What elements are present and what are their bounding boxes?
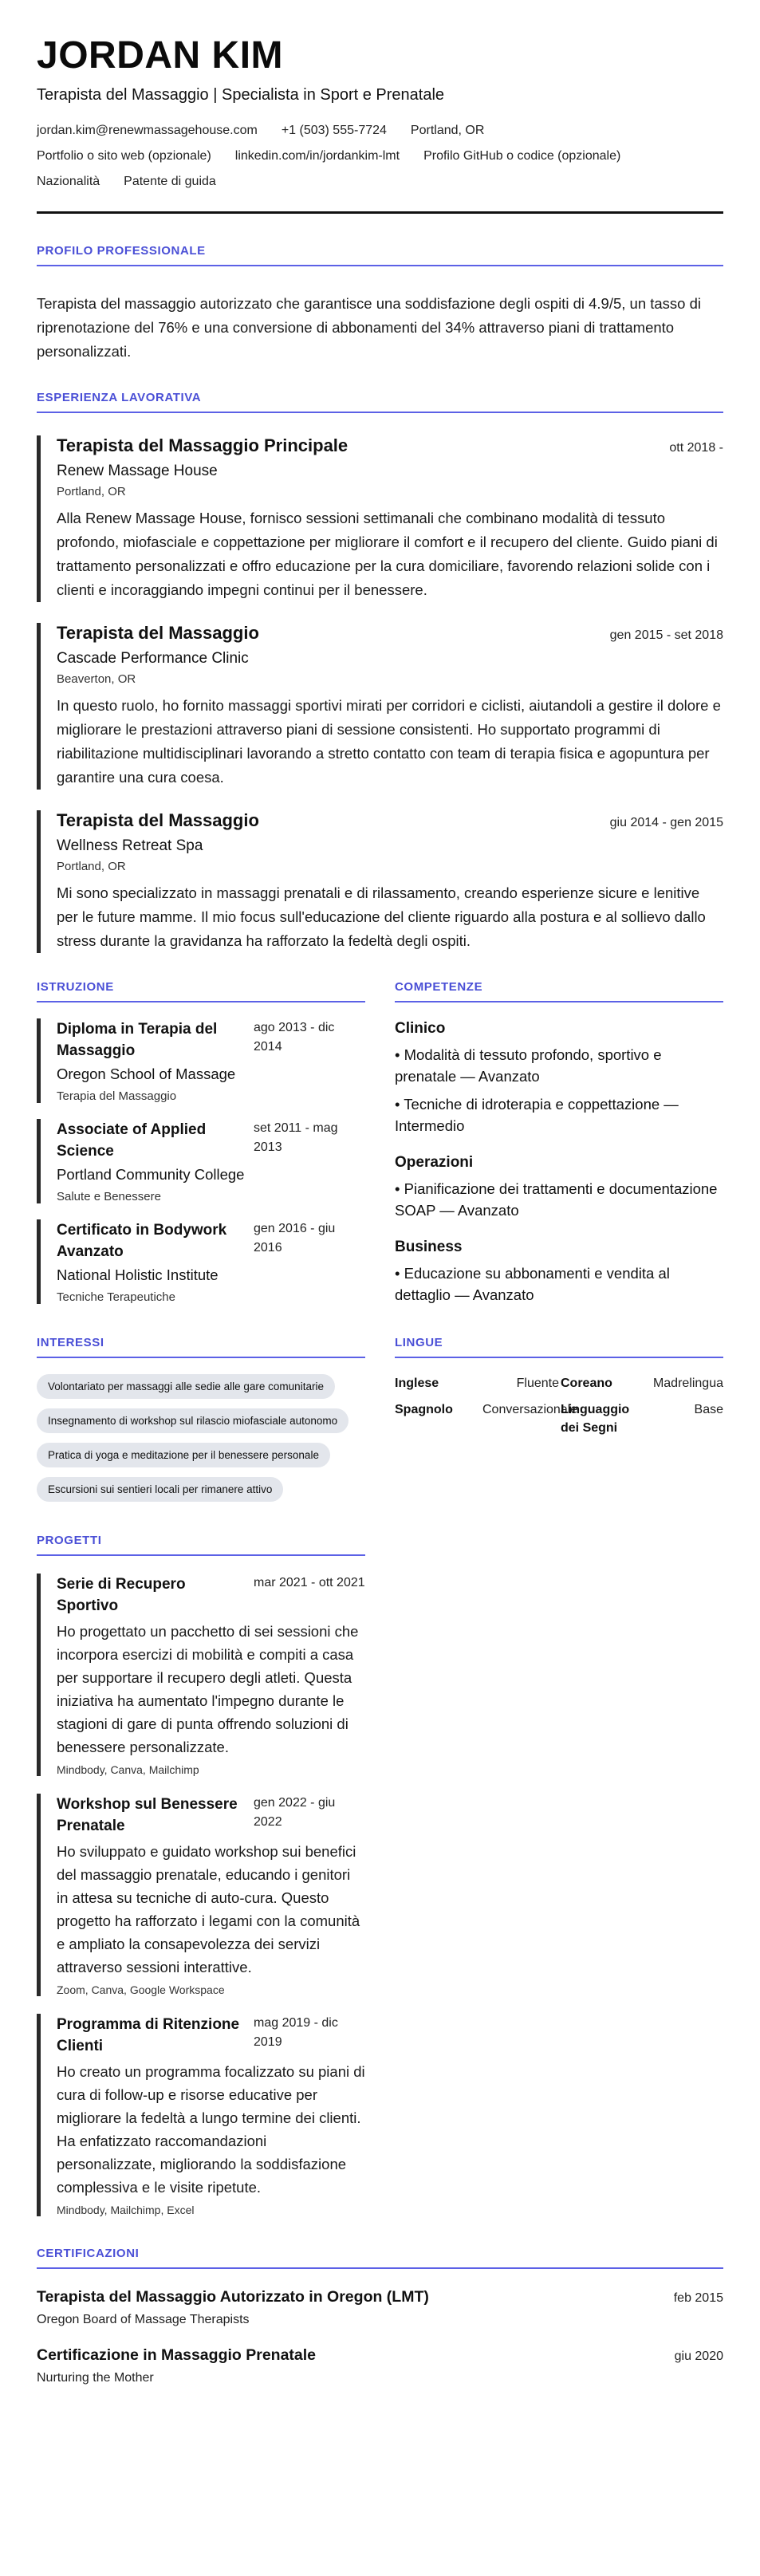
- interest-chip: Pratica di yoga e meditazione per il benessere personale: [37, 1443, 330, 1467]
- job-location: Portland, OR: [57, 485, 126, 498]
- website-link[interactable]: Portfolio o sito web (opzionale): [37, 149, 211, 163]
- language-level: Fluente: [516, 1377, 559, 1390]
- school-name: Portland Community College: [57, 1166, 245, 1183]
- project-tools: Mindbody, Canva, Mailchimp: [57, 1763, 199, 1776]
- project-date: gen 2022 - giu 2022: [254, 1796, 336, 1829]
- degree-title: Diploma in Terapia del Massaggio: [57, 1021, 218, 1059]
- education-section: [37, 980, 365, 1306]
- resume-header: [37, 35, 723, 214]
- job-location: Portland, OR: [57, 860, 126, 873]
- job-title: Terapista del Massaggio: [57, 810, 259, 830]
- study-field: Tecniche Terapeutiche: [57, 1290, 175, 1304]
- project-description: Ho sviluppato e guidato workshop sui benefici del massaggio prenatale, educando i genitori in attesa su tecniche di auto-cura. Questo progetto ha rafforzato i legami con la comunità e ampliato la consapevolezza dei servizi attraverso sessioni interattive.: [57, 1843, 360, 1975]
- certification-item: [37, 2288, 723, 2327]
- job-date: giu 2014 - gen 2015: [609, 816, 723, 829]
- project-title: Workshop sul Benessere Prenatale: [57, 1796, 238, 1834]
- personal-row: [37, 173, 723, 191]
- job-company: Cascade Performance Clinic: [57, 650, 249, 667]
- degree-date: gen 2016 - giu 2016: [254, 1222, 336, 1255]
- interest-chip: Escursioni sui sentieri locali per rimanere attivo: [37, 1477, 283, 1502]
- job-location: Beaverton, OR: [57, 672, 136, 686]
- job-date: gen 2015 - set 2018: [609, 628, 723, 642]
- skill-item: • Pianificazione dei trattamenti e documentazione SOAP — Avanzato: [395, 1180, 718, 1219]
- interests-languages-row: [37, 1336, 723, 1502]
- profile-summary: Terapista del massaggio autorizzato che garantisce una soddisfazione degli ospiti di 4.9/5, un tasso di riprenotazione del 76% e una conversione di abbonamenti del 34% attraverso piani di trattamento personalizzati.: [37, 295, 702, 360]
- phone-link[interactable]: +1 (503) 555-7724: [281, 124, 387, 137]
- certifications-section: [37, 2247, 723, 2385]
- language-name: Spagnolo: [395, 1403, 453, 1416]
- skill-item: • Modalità di tessuto profondo, sportivo e prenatale — Avanzato: [395, 1046, 662, 1085]
- skill-category: Business: [395, 1239, 463, 1255]
- projects-section: [37, 1534, 365, 2216]
- certification-issuer: Oregon Board of Massage Therapists: [37, 2313, 250, 2326]
- job-title: Terapista del Massaggio Principale: [57, 435, 348, 455]
- education-item: [37, 1018, 365, 1103]
- github-link[interactable]: Profilo GitHub o codice (opzionale): [423, 149, 621, 163]
- language-name: Linguaggio dei Segni: [561, 1403, 630, 1435]
- project-tools: Mindbody, Mailchimp, Excel: [57, 2204, 195, 2216]
- section-title-projects: PROGETTI: [37, 1534, 365, 1556]
- job-description: Alla Renew Massage House, fornisco sessioni settimanali che combinano modalità di tessuto profondo, miofasciale e coppettazione per migliorare il comfort e il recupero del cliente. Guido piani di trattamento personalizzati e offro educazione per la cura domiciliare, favorendo relazioni solide con i clienti e incoraggiando impegni continui per il benessere.: [57, 510, 718, 598]
- interest-chip: Insegnamento di workshop sul rilascio miofasciale autonomo: [37, 1408, 348, 1433]
- languages-section: [395, 1336, 723, 1502]
- section-title-education: ISTRUZIONE: [37, 980, 365, 1002]
- education-item: [37, 1119, 365, 1203]
- job-description: Mi sono specializzato in massaggi prenatali e di rilassamento, creando esperienze sicure e lenitive per le future mamme. Il mio focus sull'educazione del cliente riguardo alla postura e al sollievo dallo stress durante la gravidanza ha rafforzato la fedeltà degli ospiti.: [57, 884, 706, 949]
- project-tools: Zoom, Canva, Google Workspace: [57, 1983, 225, 1996]
- language-name: Inglese: [395, 1377, 439, 1390]
- certification-title: Terapista del Massaggio Autorizzato in Oregon (LMT): [37, 2288, 429, 2306]
- email-link[interactable]: jordan.kim@renewmassagehouse.com: [37, 124, 258, 137]
- nationality-text: Nazionalità: [37, 175, 100, 188]
- language-name: Coreano: [561, 1377, 612, 1390]
- certification-date: feb 2015: [673, 2291, 723, 2305]
- skill-item: • Tecniche di idroterapia e coppettazione — Intermedio: [395, 1096, 679, 1134]
- project-description: Ho creato un programma focalizzato su piani di cura di follow-up e risorse educative per migliorare la fedeltà a lungo termine dei clienti. Ha enfatizzato raccomandazioni personalizzate, migliorando la soddisfazione complessiva e le visite ripetute.: [57, 2063, 365, 2196]
- candidate-headline: Terapista del Massaggio | Specialista in Sport e Prenatale: [37, 86, 445, 104]
- header-divider: [37, 211, 723, 214]
- language-level: Madrelingua: [652, 1377, 723, 1390]
- job-title: Terapista del Massaggio: [57, 623, 259, 643]
- degree-date: ago 2013 - dic 2014: [254, 1021, 335, 1054]
- license-text: Patente di guida: [124, 175, 216, 188]
- skills-section: [395, 980, 723, 1306]
- project-item: [37, 1574, 365, 1776]
- section-title-certifications: CERTIFICAZIONI: [37, 2247, 723, 2269]
- degree-date: set 2011 - mag 2013: [254, 1121, 338, 1154]
- certification-issuer: Nurturing the Mother: [37, 2371, 154, 2385]
- section-title-profile: PROFILO PROFESSIONALE: [37, 244, 723, 266]
- education-item: [37, 1219, 365, 1304]
- certification-title: Certificazione in Massaggio Prenatale: [37, 2346, 317, 2364]
- project-date: mag 2019 - dic 2019: [254, 2016, 338, 2049]
- section-title-experience: ESPERIENZA LAVORATIVA: [37, 391, 723, 413]
- links-row: [37, 148, 723, 165]
- candidate-name: JORDAN KIM: [37, 34, 284, 77]
- study-field: Salute e Benessere: [57, 1190, 161, 1203]
- skill-category: Operazioni: [395, 1154, 474, 1171]
- job-company: Wellness Retreat Spa: [57, 837, 203, 854]
- school-name: National Holistic Institute: [57, 1266, 219, 1283]
- education-skills-row: [37, 980, 723, 1306]
- project-description: Ho progettato un pacchetto di sei sessioni che incorpora esercizi di mobilità e compiti a casa per supportare il recupero degli atleti. Questa iniziativa ha aumentato l'impegno durante le stagioni di gare di punta offrendo soluzioni di benessere personalizzate.: [57, 1623, 359, 1755]
- interest-chip: Volontariato per massaggi alle sedie alle gare comunitarie: [37, 1374, 335, 1399]
- project-title: Programma di Ritenzione Clienti: [57, 2016, 240, 2054]
- school-name: Oregon School of Massage: [57, 1065, 236, 1082]
- linkedin-link[interactable]: linkedin.com/in/jordankim-lmt: [234, 149, 400, 163]
- certification-item: [37, 2346, 723, 2385]
- project-item: [37, 2014, 365, 2216]
- contact-row: [37, 122, 723, 140]
- language-level: Base: [694, 1403, 723, 1416]
- interest-chips: [37, 1358, 365, 1502]
- certification-date: giu 2020: [674, 2350, 723, 2363]
- location-text: Portland, OR: [410, 124, 485, 137]
- experience-section: [37, 391, 723, 953]
- language-level: Conversazionale: [482, 1403, 578, 1416]
- experience-item: [37, 623, 723, 790]
- section-title-interests: INTERESSI: [37, 1336, 365, 1358]
- project-date: mar 2021 - ott 2021: [254, 1576, 365, 1589]
- job-description: In questo ruolo, ho fornito massaggi sportivi mirati per corridori e ciclisti, aiutandoli a gestire il dolore e migliorare le prestazioni attraverso piani di sessione consistenti. Ho supportato programmi di riabilitazione multidisciplinari lavorando a stretto contatto con team di terapia fisica e agopuntura per garantire una cura coesa.: [57, 697, 721, 786]
- section-title-skills: COMPETENZE: [395, 980, 723, 1002]
- project-item: [37, 1794, 365, 1996]
- interests-section: [37, 1336, 365, 1502]
- experience-item: [37, 810, 723, 953]
- degree-title: Certificato in Bodywork Avanzato: [57, 1222, 227, 1260]
- languages-grid: [395, 1374, 723, 1437]
- project-title: Serie di Recupero Sportivo: [57, 1576, 186, 1614]
- skill-item: • Educazione su abbonamenti e vendita al dettaglio — Avanzato: [395, 1265, 670, 1303]
- degree-title: Associate of Applied Science: [57, 1121, 207, 1160]
- job-company: Renew Massage House: [57, 463, 218, 479]
- job-date: ott 2018 -: [669, 441, 723, 455]
- profile-section: [37, 244, 723, 364]
- skill-category: Clinico: [395, 1020, 446, 1037]
- study-field: Terapia del Massaggio: [57, 1089, 177, 1103]
- experience-item: [37, 435, 723, 602]
- section-title-languages: LINGUE: [395, 1336, 723, 1358]
